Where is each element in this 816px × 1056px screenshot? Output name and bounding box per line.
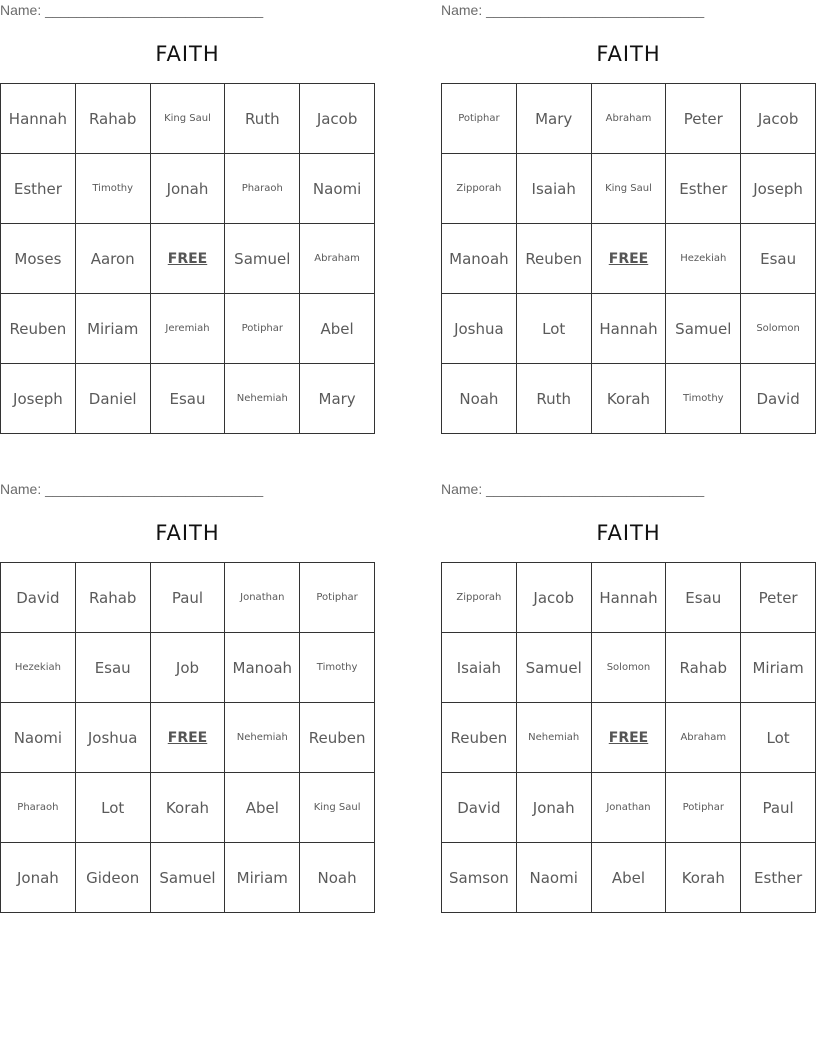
bingo-cell: Jonah <box>151 154 226 224</box>
bingo-cell: Hezekiah <box>1 633 76 703</box>
bingo-cell: Samuel <box>517 633 592 703</box>
card-title: FAITH <box>596 42 661 66</box>
bingo-cell: Esther <box>741 843 816 913</box>
bingo-cell: Abraham <box>300 224 375 294</box>
bingo-cell: Aaron <box>76 224 151 294</box>
bingo-cell: Nehemiah <box>225 703 300 773</box>
name-field-label: Name: ____________________________ <box>0 2 264 18</box>
bingo-grid <box>441 562 816 913</box>
bingo-cell: Lot <box>741 703 816 773</box>
bingo-cell: Joseph <box>1 364 76 434</box>
bingo-cell: David <box>442 773 517 843</box>
bingo-cell: Abraham <box>592 84 667 154</box>
bingo-card-1 <box>0 0 375 432</box>
bingo-grid <box>441 83 816 434</box>
bingo-cell: Mary <box>517 84 592 154</box>
bingo-cell: Nehemiah <box>225 364 300 434</box>
bingo-cell: Jonathan <box>592 773 667 843</box>
bingo-cell: Peter <box>741 563 816 633</box>
bingo-cell: Esther <box>1 154 76 224</box>
bingo-cell: Esau <box>76 633 151 703</box>
bingo-cell: Isaiah <box>442 633 517 703</box>
bingo-cell: Potiphar <box>666 773 741 843</box>
bingo-cell: Solomon <box>592 633 667 703</box>
bingo-cell: Jonah <box>1 843 76 913</box>
bingo-cell: Gideon <box>76 843 151 913</box>
bingo-cell: Jacob <box>517 563 592 633</box>
bingo-cell: Potiphar <box>442 84 517 154</box>
bingo-card-4 <box>441 479 816 911</box>
bingo-grid <box>0 562 375 913</box>
bingo-cell: Timothy <box>76 154 151 224</box>
bingo-cell: Reuben <box>442 703 517 773</box>
bingo-card-2 <box>441 0 816 432</box>
bingo-cell: Samuel <box>666 294 741 364</box>
bingo-cell: Ruth <box>517 364 592 434</box>
bingo-cell: Esau <box>666 563 741 633</box>
free-space-cell: FREE <box>151 224 226 294</box>
card-title: FAITH <box>155 521 220 545</box>
bingo-cell: Miriam <box>741 633 816 703</box>
bingo-cell: Reuben <box>1 294 76 364</box>
bingo-cell: Noah <box>442 364 517 434</box>
bingo-cell: King Saul <box>300 773 375 843</box>
bingo-cell: Ruth <box>225 84 300 154</box>
bingo-cell: Abel <box>592 843 667 913</box>
bingo-cell: Naomi <box>517 843 592 913</box>
bingo-cell: Naomi <box>1 703 76 773</box>
bingo-cell: Miriam <box>76 294 151 364</box>
name-field-label: Name: ____________________________ <box>441 481 705 497</box>
bingo-cell: Lot <box>76 773 151 843</box>
bingo-cell: Joshua <box>76 703 151 773</box>
card-title: FAITH <box>155 42 220 66</box>
bingo-cell: Korah <box>151 773 226 843</box>
bingo-cell: Naomi <box>300 154 375 224</box>
bingo-cell: Zipporah <box>442 563 517 633</box>
bingo-cell: Korah <box>666 843 741 913</box>
bingo-cell: Timothy <box>300 633 375 703</box>
bingo-cell: Pharaoh <box>1 773 76 843</box>
bingo-cell: Jacob <box>300 84 375 154</box>
bingo-cell: Pharaoh <box>225 154 300 224</box>
bingo-cell: Isaiah <box>517 154 592 224</box>
bingo-cell: Miriam <box>225 843 300 913</box>
bingo-cell: Samuel <box>151 843 226 913</box>
bingo-cell: Esau <box>741 224 816 294</box>
bingo-cell: Korah <box>592 364 667 434</box>
bingo-cell: Hannah <box>592 294 667 364</box>
bingo-cell: Noah <box>300 843 375 913</box>
bingo-cell: Samson <box>442 843 517 913</box>
bingo-cell: Rahab <box>76 84 151 154</box>
bingo-cell: Daniel <box>76 364 151 434</box>
bingo-cell: Hannah <box>592 563 667 633</box>
bingo-cell: Samuel <box>225 224 300 294</box>
bingo-cell: Abel <box>225 773 300 843</box>
bingo-cell: Manoah <box>225 633 300 703</box>
bingo-cell: Peter <box>666 84 741 154</box>
bingo-cell: Job <box>151 633 226 703</box>
bingo-cell: Mary <box>300 364 375 434</box>
bingo-cell: Timothy <box>666 364 741 434</box>
bingo-cell: Paul <box>151 563 226 633</box>
bingo-cell: Hezekiah <box>666 224 741 294</box>
bingo-cell: Hannah <box>1 84 76 154</box>
bingo-cell: Esther <box>666 154 741 224</box>
bingo-cell: Jonathan <box>225 563 300 633</box>
bingo-cell: David <box>741 364 816 434</box>
bingo-cell: David <box>1 563 76 633</box>
bingo-cell: King Saul <box>151 84 226 154</box>
bingo-cell: Jeremiah <box>151 294 226 364</box>
bingo-cell: Potiphar <box>300 563 375 633</box>
bingo-cell: Solomon <box>741 294 816 364</box>
name-field-label: Name: ____________________________ <box>441 2 705 18</box>
bingo-cell: Joseph <box>741 154 816 224</box>
free-space-cell: FREE <box>151 703 226 773</box>
name-field-label: Name: ____________________________ <box>0 481 264 497</box>
bingo-cell: Nehemiah <box>517 703 592 773</box>
bingo-cell: Esau <box>151 364 226 434</box>
bingo-cell: Jacob <box>741 84 816 154</box>
bingo-cell: Manoah <box>442 224 517 294</box>
bingo-cell: Reuben <box>517 224 592 294</box>
bingo-card-3 <box>0 479 375 911</box>
card-title: FAITH <box>596 521 661 545</box>
bingo-cell: Rahab <box>76 563 151 633</box>
bingo-cell: Paul <box>741 773 816 843</box>
bingo-cell: Joshua <box>442 294 517 364</box>
bingo-cell: Rahab <box>666 633 741 703</box>
bingo-cell: Jonah <box>517 773 592 843</box>
bingo-cell: Zipporah <box>442 154 517 224</box>
bingo-cell: Reuben <box>300 703 375 773</box>
bingo-cell: King Saul <box>592 154 667 224</box>
bingo-cell: Potiphar <box>225 294 300 364</box>
bingo-grid <box>0 83 375 434</box>
bingo-cell: Abraham <box>666 703 741 773</box>
free-space-cell: FREE <box>592 224 667 294</box>
bingo-cell: Moses <box>1 224 76 294</box>
bingo-cell: Lot <box>517 294 592 364</box>
bingo-cell: Abel <box>300 294 375 364</box>
free-space-cell: FREE <box>592 703 667 773</box>
